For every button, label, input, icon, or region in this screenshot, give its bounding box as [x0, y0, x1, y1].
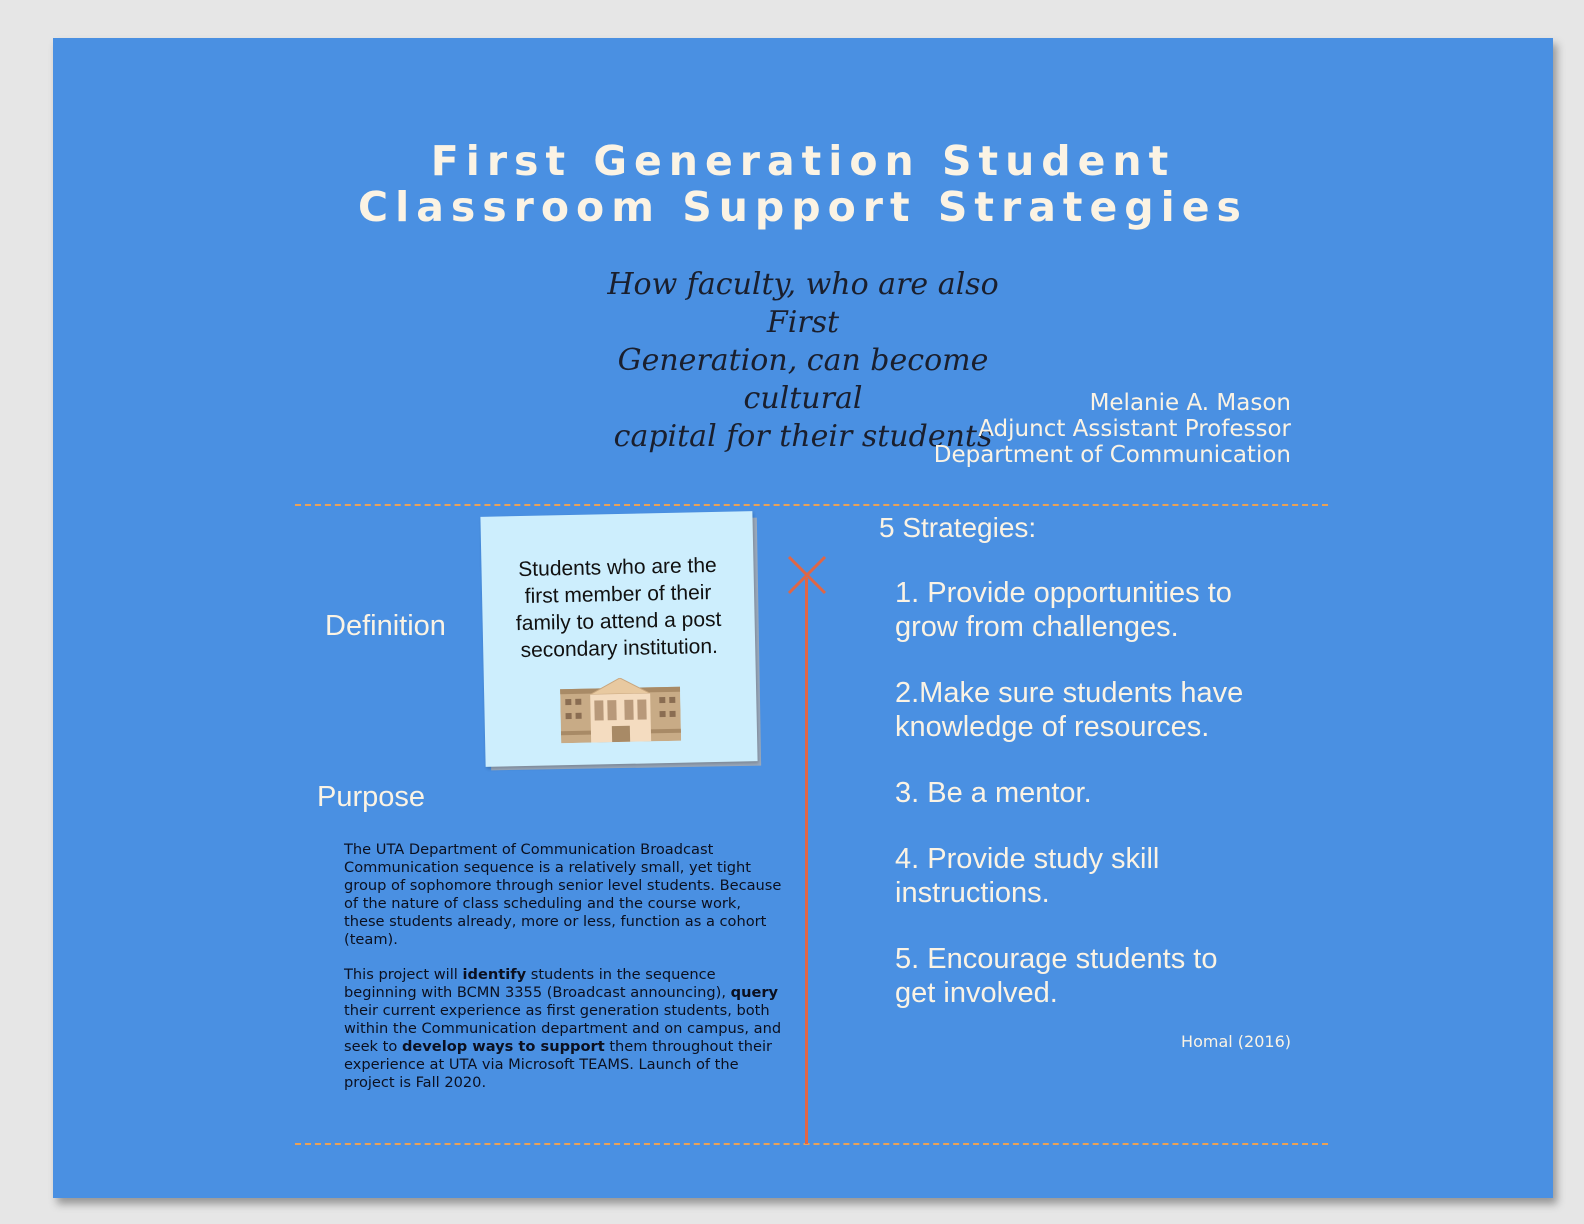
definition-card	[480, 511, 757, 767]
definition-line-3: family to attend a post	[515, 607, 722, 636]
purpose-p2-part-e: their current experience as first generation students, both within the Communication department and on campus, and seek to	[344, 1002, 782, 1055]
bottom-dashed-divider	[295, 1143, 1328, 1145]
purpose-p2-part-g: them throughout their experience at UTA via Microsoft TEAMS. Launch of the project is Fall 2020.	[344, 1038, 773, 1091]
strategy-5-line-1: 5. Encourage students to	[895, 943, 1218, 975]
author-department: Department of Communication	[933, 442, 1291, 468]
top-dashed-divider	[295, 504, 1328, 506]
poster-title	[53, 138, 1553, 230]
title-line-1: First Generation Student	[430, 137, 1176, 185]
strategies-list	[895, 576, 1315, 1042]
definition-line-1: Students who are the	[518, 553, 717, 582]
purpose-text	[344, 841, 784, 1109]
strategy-4-line-2: instructions.	[895, 877, 1050, 909]
purpose-p2-identify: identify	[462, 966, 527, 983]
poster	[53, 38, 1553, 1198]
strategy-item	[895, 842, 1315, 910]
strategy-2-line-1: 2.Make sure students have	[895, 677, 1244, 709]
strategy-1-line-2: grow from challenges.	[895, 611, 1179, 643]
purpose-paragraph-2	[344, 966, 784, 1092]
vertical-divider	[805, 578, 808, 1144]
subtitle-line-2: Generation, can become cultural	[617, 343, 989, 416]
author-name: Melanie A. Mason	[1089, 390, 1291, 416]
strategy-item	[895, 676, 1315, 744]
strategy-item	[895, 776, 1315, 810]
subtitle-line-1: How faculty, who are also First	[607, 267, 999, 340]
definition-line-4: secondary institution.	[520, 634, 719, 663]
purpose-p2-query: query	[730, 984, 779, 1001]
title-line-2: Classroom Support Strategies	[358, 183, 1248, 231]
strategy-4-line-1: 4. Provide study skill	[895, 843, 1160, 875]
strategy-item	[895, 942, 1315, 1010]
x-mark-icon	[785, 553, 829, 597]
purpose-label: Purpose	[317, 781, 426, 813]
strategy-1-line-1: 1. Provide opportunities to	[895, 577, 1232, 609]
strategy-item	[895, 576, 1315, 644]
definition-label: Definition	[325, 610, 446, 642]
definition-text	[495, 551, 741, 664]
purpose-p2-part-a: This project will	[344, 966, 463, 983]
citation: Homal (2016)	[1181, 1032, 1291, 1051]
subtitle-line-3: capital for their students	[613, 419, 993, 454]
strategy-3-line-1: 3. Be a mentor.	[895, 777, 1092, 809]
strategy-5-line-2: get involved.	[895, 977, 1058, 1009]
author-position: Adjunct Assistant Professor	[978, 416, 1291, 442]
definition-line-2: first member of their	[524, 581, 712, 608]
strategies-heading: 5 Strategies:	[879, 512, 1037, 543]
strategy-2-line-2: knowledge of resources.	[895, 711, 1210, 743]
author-block	[934, 390, 1291, 468]
purpose-p2-develop: develop ways to support	[401, 1038, 605, 1055]
building-icon	[560, 677, 681, 743]
purpose-paragraph-1: The UTA Department of Communication Broadcast Communication sequence is a relatively small, yet tight group of sophomore through senior level students. Because of the nature of class scheduling and the course work, these students already, more or less, function as a cohort (team).	[344, 841, 782, 948]
purpose-p2-part-c: students in the sequence beginning with BCMN 3355 (Broadcast announcing),	[344, 966, 731, 1001]
